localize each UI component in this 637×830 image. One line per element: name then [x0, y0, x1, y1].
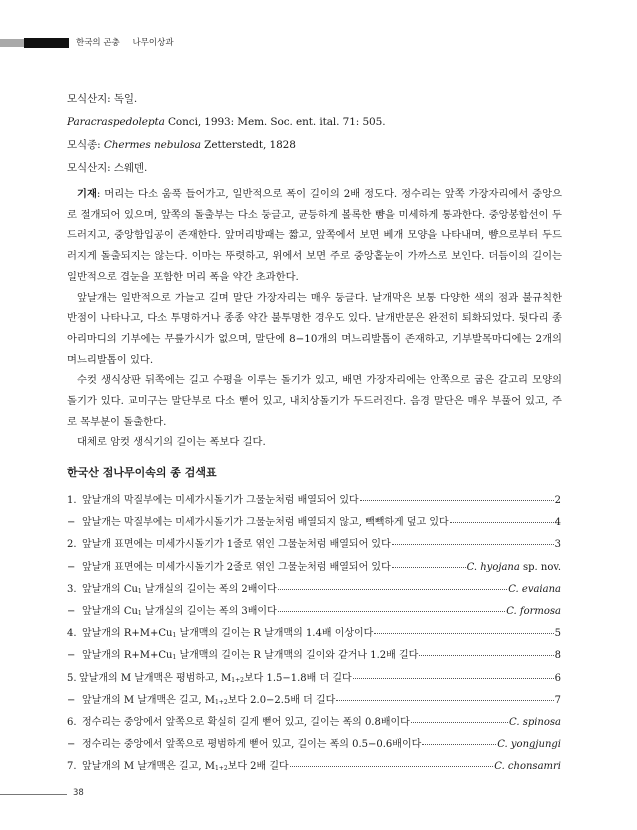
description	[67, 184, 562, 453]
key-row: − 앞날개의 $R+M+Cu_1$ 날개맥의 길이는 R 날개맥의 길이와 같거나 1.2배 길다 8	[67, 645, 561, 667]
key-row: 3. 앞날개의 $Cu_1$ 날개실의 길이는 폭의 2배이다 C. evaiana	[67, 579, 561, 601]
key-row: 7. 앞날개의 M 날개맥은 길고, $M_{1+2}$보다 2배 길다 C. chonsamri	[67, 756, 561, 778]
leader-dots	[411, 713, 508, 725]
key-target: C. spinosa	[509, 716, 561, 728]
key-row: − 정수리는 중앙에서 앞쪽으로 평범하게 뻗어 있고, 길이는 폭의 0.5−0.6배이다 C. yongjungi	[67, 734, 561, 756]
header-bar-gray	[0, 39, 24, 47]
leader-dots	[419, 646, 553, 658]
type-info	[67, 88, 563, 180]
key-row: 1. 앞날개의 막질부에는 미세가시돌기가 그물눈처럼 배열되어 있다 2	[67, 490, 561, 512]
key-target: C. hyojana sp. nov.	[466, 561, 561, 573]
key-row: − 앞날개의 M 날개맥은 길고, $M_{1+2}$보다 2.0−2.5배 더 길다 7	[67, 690, 561, 712]
key-target: C. chonsamri	[494, 761, 561, 773]
key-target: 5	[554, 628, 561, 640]
header-text	[76, 36, 174, 48]
type-locality-2: 모식산지: 스웨덴.	[67, 162, 148, 174]
description-paragraph-2: 앞날개는 일반적으로 가늘고 길며 말단 가장자리는 매우 둥글다. 날개막은 보통 다양한 색의 점과 불규칙한 반점이 나타나고, 다소 투명하거나 종종 약간 불투명한 경우도 있다. 날개반문은 완전히 퇴화되었다. 뒷다리 종아리마디의 기부에는 무릎가시가 없으며, 말단에 8−10개의 며느리발톱이 존재하고, 기부발목마디에는 2개의 며느리발톱이 있다.	[67, 291, 562, 366]
leader-dots	[392, 558, 466, 570]
leader-dots	[392, 535, 554, 547]
key-row: 2. 앞날개 표면에는 미세가시돌기가 1줄로 엮인 그물눈처럼 배열되어 있다 3	[67, 534, 561, 556]
key-target: 2	[554, 495, 561, 506]
key-target: C. yongjungi	[497, 739, 561, 751]
key-title: 한국산 점나무이속의 종 검색표	[67, 466, 217, 479]
leader-dots	[290, 757, 494, 769]
type-locality-1: 모식산지: 독일.	[67, 93, 138, 105]
running-header	[0, 37, 320, 49]
page-number: 38	[73, 788, 84, 798]
genus-citation: Paracraspedolepta Conci, 1993: Mem. Soc. ent. ital. 71: 505.	[67, 116, 386, 128]
key-row: 4. 앞날개의 $R+M+Cu_1$ 날개맥의 길이는 R 날개맥의 1.4배 이상이다 5	[67, 623, 561, 645]
identification-key	[67, 490, 561, 778]
leader-dots	[374, 624, 553, 636]
chapter-title: 나무이상과	[132, 38, 174, 48]
key-target: 3	[554, 539, 561, 551]
key-target: C. formosa	[506, 605, 561, 617]
key-row: − 앞날개의 $Cu_1$ 날개실의 길이는 폭의 3배이다 C. formosa	[67, 601, 561, 623]
key-row: 5. 앞날개의 M 날개맥은 평범하고, $M_{1+2}$보다 1.5−1.8배 더 길다 6	[67, 668, 561, 690]
leader-dots	[450, 513, 554, 525]
leader-dots	[278, 602, 505, 614]
description-paragraph-4: 대체로 암컷 생식기의 길이는 폭보다 길다.	[77, 436, 266, 449]
key-target: 7	[554, 694, 561, 706]
key-target: 8	[554, 650, 561, 662]
description-paragraph-1: 기재: 머리는 다소 움푹 들어가고, 일반적으로 폭이 길이의 2배 정도다. 정수리는 앞쪽 가장자리에서 중앙으로 절개되어 있으며, 앞쪽의 돌출부는 다소 둥글고, 균등하게 볼록한 뺨을 미세하게 통과한다. 중앙봉합선이 두드러지고, 중앙함입공이 존재한다. 앞머리방패는 짧고, 앞쪽에서 보면 베개 모양을 나타내며, 뺨으로부터 두드러지게 돌출되지는 않는다. 이마는 뚜렷하고, 위에서 보면 주로 중앙홑눈이 가까스로 보인다. 더듬이의 길이는 일반적으로 겹눈을 포함한 머리 폭을 약간 초과한다.	[67, 188, 562, 283]
header-bar-black	[24, 38, 69, 48]
description-paragraph-3: 수컷 생식상판 뒤쪽에는 길고 수평을 이루는 돌기가 있고, 배면 가장자리에는 안쪽으로 굽은 갈고리 모양의 돌기가 있다. 교미구는 말단부로 다소 뻗어 있고, 내치상돌기가 두드러진다. 음경 말단은 매우 부풀어 있고, 주로 목부분이 돌출한다.	[67, 374, 562, 428]
leader-dots	[278, 580, 508, 592]
leader-dots	[422, 735, 496, 747]
book-title: 한국의 곤충	[76, 38, 120, 48]
type-species: 모식종: Chermes nebulosa Zetterstedt, 1828	[67, 139, 296, 151]
leader-dots	[353, 669, 554, 681]
key-row: 6. 정수리는 중앙에서 앞쪽으로 확실히 길게 뻗어 있고, 길이는 폭의 0.8배이다 C. spinosa	[67, 712, 561, 734]
key-row: − 앞날개 표면에는 미세가시돌기가 2줄로 엮인 그물눈처럼 배열되어 있다 C. hyojana sp. nov.	[67, 557, 561, 579]
key-target: C. evaiana	[508, 583, 561, 595]
leader-dots	[360, 491, 554, 503]
key-target: 4	[554, 517, 561, 529]
leader-dots	[336, 691, 553, 703]
key-target: 6	[554, 672, 561, 684]
footer-rule	[0, 794, 67, 795]
key-row: − 앞날개는 막질부에는 미세가시돌기가 그물눈처럼 배열되지 않고, 빽빽하게 덮고 있다 4	[67, 512, 561, 534]
